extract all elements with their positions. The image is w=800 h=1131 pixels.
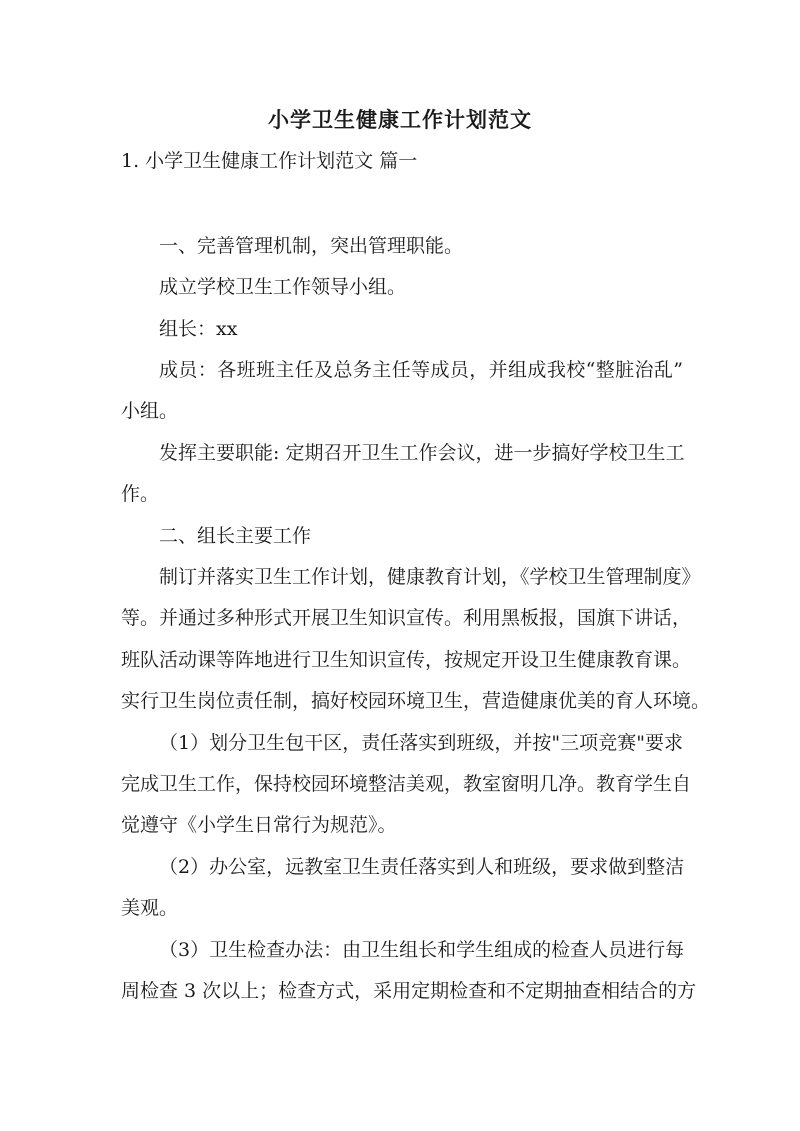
paragraph-line: 二、组长主要工作 (159, 525, 312, 547)
paragraph-line: 作。 (121, 483, 160, 505)
paragraph-line: 班队活动课等阵地进行卫生知识宣传，按规定开设卫生健康教育课。 (121, 649, 692, 671)
section-heading: 1. 小学卫生健康工作计划范文 篇一 (121, 150, 418, 172)
paragraph-line: 一、完善管理机制，突出管理职能。 (159, 235, 464, 257)
paragraph-line: （3）卫生检查办法：由卫生组长和学生组成的检查人员进行每 (159, 939, 685, 961)
paragraph-line: 制订并落实卫生工作计划，健康教育计划，《学校卫生管理制度》 (159, 566, 701, 588)
paragraph-line: （1）划分卫生包干区，责任落实到班级，并按"三项竞赛"要求 (159, 732, 683, 754)
paragraph-line: 觉遵守《小学生日常行为规范》。 (121, 814, 397, 836)
paragraph-line: 小组。 (121, 400, 179, 422)
paragraph-line: 完成卫生工作，保持校园环境整洁美观，教室窗明几净。教育学生自 (121, 773, 692, 795)
paragraph-line: 组长：xx (159, 318, 238, 340)
paragraph-line: 周检查 3 次以上；检查方式，采用定期检查和不定期抽查相结合的方 (121, 980, 697, 1002)
document-title: 小学卫生健康工作计划范文 (268, 107, 532, 132)
paragraph-line: 等。并通过多种形式开展卫生知识宣传。利用黑板报，国旗下讲话， (121, 607, 692, 629)
paragraph-line: 实行卫生岗位责任制，搞好校园环境卫生，营造健康优美的育人环境。 (121, 690, 711, 712)
paragraph-line: 成立学校卫生工作领导小组。 (159, 276, 407, 298)
paragraph-line: 发挥主要职能: 定期召开卫生工作会议，进一步搞好学校卫生工 (159, 442, 685, 464)
paragraph-line: 成员：各班班主任及总务主任等成员，并组成我校“整脏治乱” (159, 359, 683, 381)
paragraph-line: （2）办公室，远教室卫生责任落实到人和班级，要求做到整洁 (159, 856, 685, 878)
paragraph-line: 美观。 (121, 897, 179, 919)
